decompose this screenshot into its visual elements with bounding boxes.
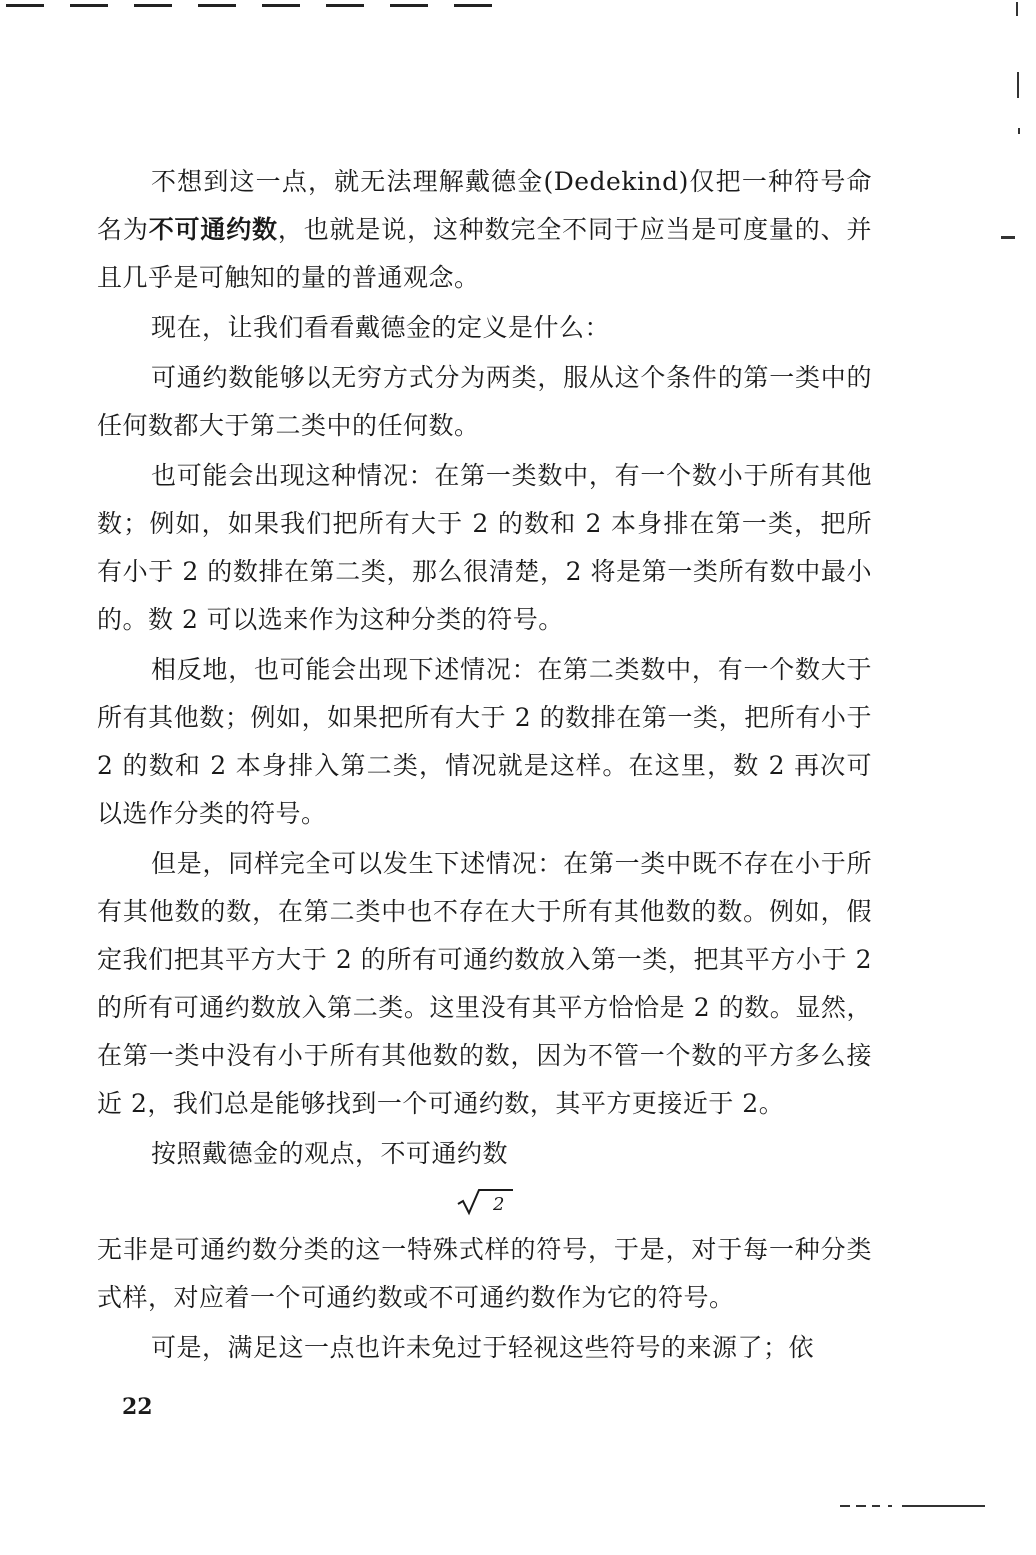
formula-sqrt-2 [97,1178,872,1226]
radical-sign [455,1187,515,1217]
paragraph [97,1130,872,1178]
bottom-scan-rule [840,1505,985,1508]
top-scan-dashes [0,4,520,10]
bold-term: 不可通约数 [148,215,278,244]
edge-mark [1017,72,1019,98]
paragraph [97,1226,872,1322]
paragraph-text: 不想到这一点，就无法理解戴德金(Dedekind)仅把一种符号命名为 [97,167,872,244]
paragraph [97,304,872,352]
paragraph-text: 但是，同样完全可以发生下述情况：在第一类中既不存在小于所有其他数的数，在第二类中也不存在大于所有其他数的数。例如，假定我们把其平方大于 2 的所有可通约数放入第一类，把其平方小于 2 的所有可通约数放入第二类。这里没有其平方恰恰是 2 的数。显然，在第一类中没有小于所有其他数的数，因为不管一个数的平方多么接近 2，我们总是能够找到一个可通约数，其平方更接近于 2。 [97,849,872,1118]
page-number: 22 [122,1394,153,1420]
paragraph [97,158,872,302]
edge-mark [1016,2,1018,16]
paragraph-text: 按照戴德金的观点，不可通约数 [151,1139,509,1168]
paragraph [97,452,872,644]
page-body [97,158,872,1372]
paragraph-text: 可是，满足这一点也许未免过于轻视这些符号的来源了；依 [151,1333,815,1362]
paragraph [97,354,872,450]
paragraph [97,840,872,1128]
paragraph [97,646,872,838]
formula-radicand: 2 [492,1194,504,1215]
paragraph-text: ，也就是说，这种数完全不同于应当是可度量的、并且几乎是可触知的量的普通观念。 [97,215,872,292]
edge-mark [1001,236,1015,239]
paragraph-text: 无非是可通约数分类的这一特殊式样的符号，于是，对于每一种分类式样，对应着一个可通约数或不可通约数作为它的符号。 [97,1235,872,1312]
paragraph [97,1324,872,1372]
paragraph-text: 相反地，也可能会出现下述情况：在第二类数中，有一个数大于所有其他数；例如，如果把所有大于 2 的数排在第一类，把所有小于 2 的数和 2 本身排入第二类，情况就是这样。在这里，数 2 再次可以选作分类的符号。 [97,655,872,828]
paragraph-text: 可通约数能够以无穷方式分为两类，服从这个条件的第一类中的任何数都大于第二类中的任何数。 [97,363,872,440]
paragraph-text: 也可能会出现这种情况：在第一类数中，有一个数小于所有其他数；例如，如果我们把所有大于 2 的数和 2 本身排在第一类，把所有小于 2 的数排在第二类，那么很清楚，2 将是第一类所有数中最小的。数 2 可以选来作为这种分类的符号。 [97,461,872,634]
paragraph-text: 现在，让我们看看戴德金的定义是什么： [151,313,611,342]
edge-mark [1018,128,1020,134]
